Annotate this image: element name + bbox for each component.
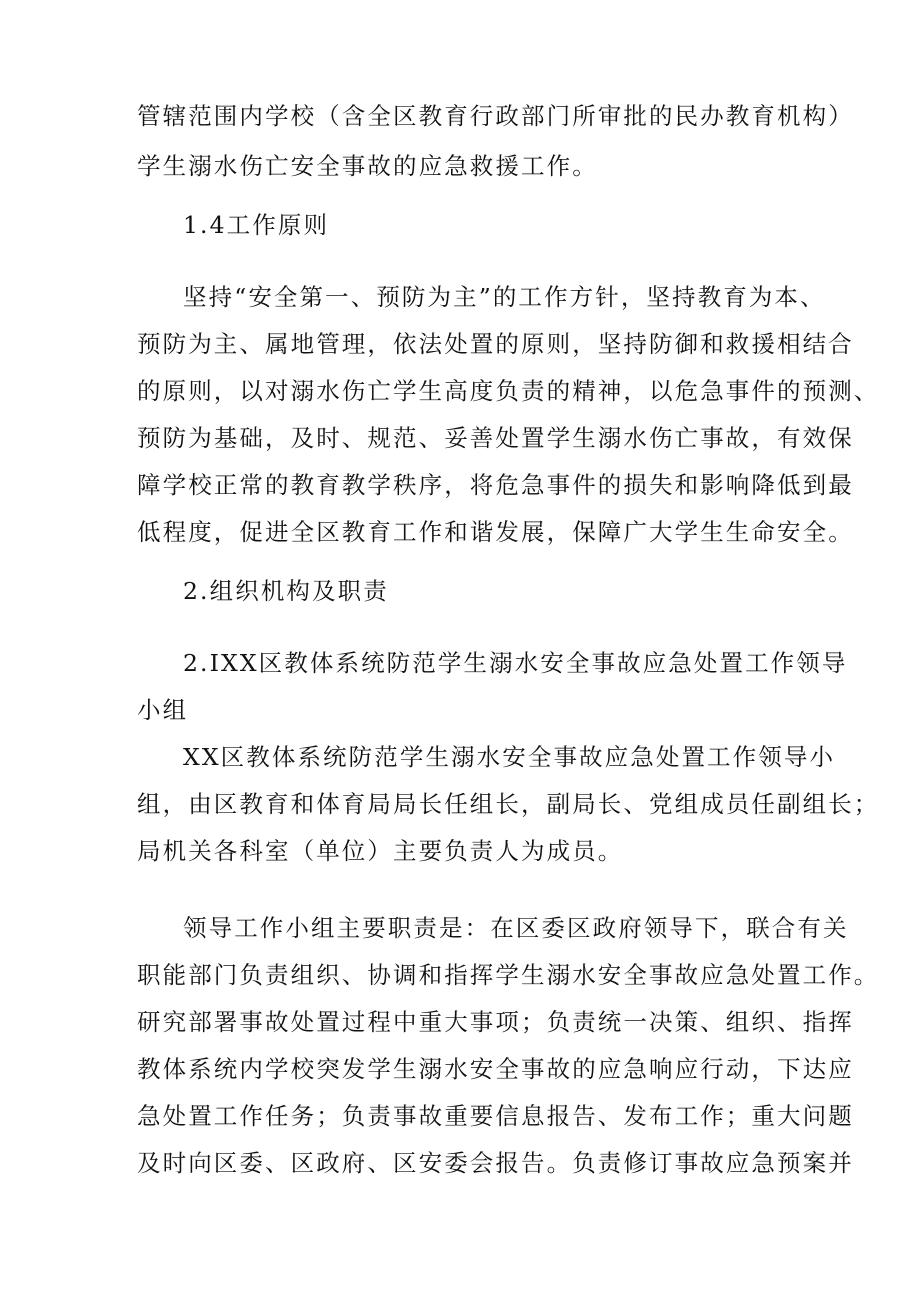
section-heading: 2.组织机构及职责: [183, 577, 389, 605]
text-line: 管辖范围内学校（含全区教育行政部门所审批的民办教育机构）: [137, 102, 854, 130]
text-line: 局机关各科室（单位）主要负责人为成员。: [137, 837, 624, 865]
text-line: 急处置工作任务；负责事故重要信息报告、发布工作；重大问题: [137, 1102, 854, 1130]
text-line: 及时向区委、区政府、区安委会报告。负责修订事故应急预案并: [137, 1149, 854, 1177]
text-line: 预防为主、属地管理，依法处置的原则，坚持防御和救援相结合: [137, 330, 854, 358]
subsection-heading: 2.IXX区教体系统防范学生溺水安全事故应急处置工作领导: [183, 649, 848, 677]
text-line: 研究部署事故处置过程中重大事项；负责统一决策、组织、指挥: [137, 1008, 854, 1036]
text-line: XX区教体系统防范学生溺水安全事故应急处置工作领导小: [183, 743, 836, 771]
text-line: 预防为基础，及时、规范、妥善处置学生溺水伤亡事故，有效保: [137, 424, 854, 452]
text-line: 职能部门负责组织、协调和指挥学生溺水安全事故应急处置工作。: [137, 961, 880, 989]
text-line: 障学校正常的教育教学秩序，将危急事件的损失和影响降低到最: [137, 471, 854, 499]
text-line: 领导工作小组主要职责是：在区委区政府领导下，联合有关: [183, 914, 849, 942]
text-line: 低程度，促进全区教育工作和谐发展，保障广大学生生命安全。: [137, 518, 854, 546]
section-heading: 1.4工作原则: [183, 211, 330, 239]
text-line: 坚持“安全第一、预防为主”的工作方针，坚持教育为本、: [183, 283, 826, 311]
text-line: 组，由区教育和体育局局长任组长，副局长、党组成员任副组长；: [137, 790, 880, 818]
text-line: 学生溺水伤亡安全事故的应急救援工作。: [137, 152, 598, 180]
text-line: 教体系统内学校突发学生溺水安全事故的应急响应行动，下达应: [137, 1055, 854, 1083]
text-line: 的原则，以对溺水伤亡学生高度负责的精神，以危急事件的预测、: [137, 377, 880, 405]
subsection-heading: 小组: [137, 696, 189, 724]
